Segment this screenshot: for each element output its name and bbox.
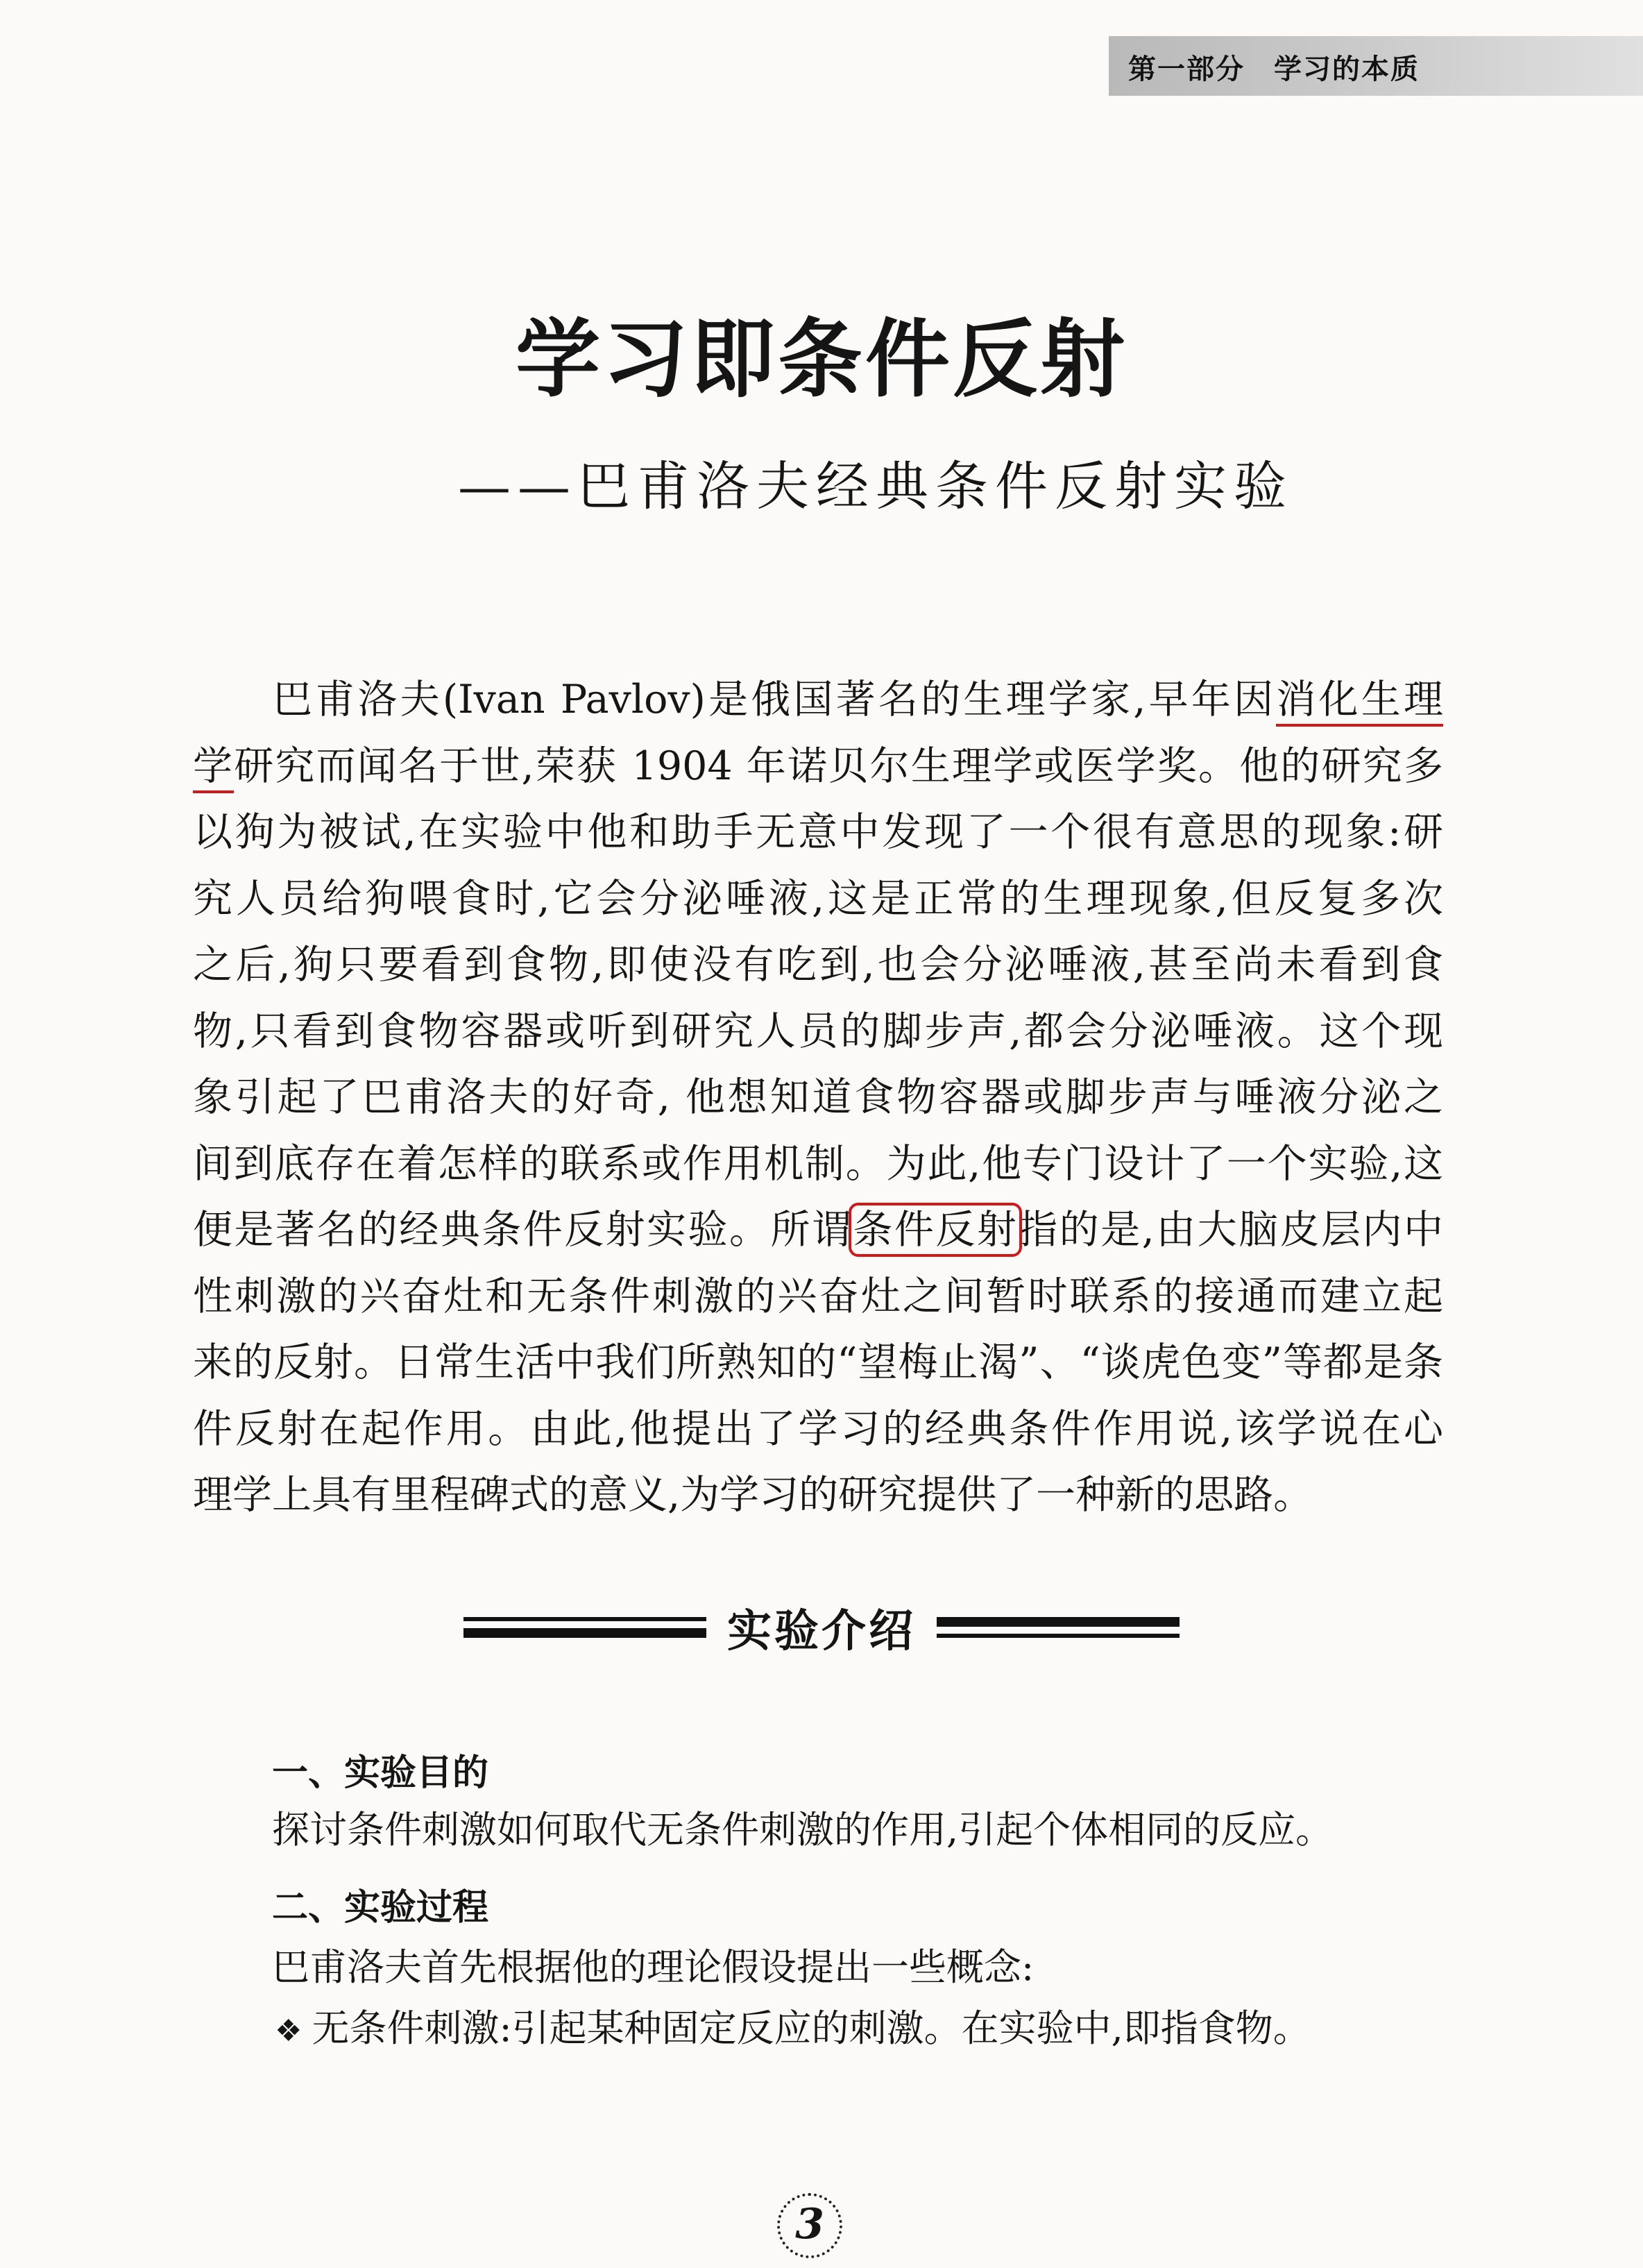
bullet-item: [275, 1999, 1311, 2052]
running-head-band: [1109, 36, 1643, 96]
paragraph-line: [193, 738, 1443, 805]
process-intro: 巴甫洛夫首先根据他的理论假设提出一些概念:: [272, 1945, 1035, 1989]
page-number: 3: [777, 2193, 842, 2258]
section-header: [0, 1596, 1643, 1659]
paragraph-line: 象引起了巴甫洛夫的好奇, 他想知道食物容器或脚步声与唾液分泌之: [193, 1074, 1443, 1120]
paragraph-line: 理学上具有里程碑式的意义,为学习的研究提供了一种新的思路。: [193, 1472, 1313, 1518]
paragraph-line: 性刺激的兴奋灶和无条件刺激的兴奋灶之间暂时联系的接通而建立起: [193, 1273, 1443, 1319]
purpose-text: 探讨条件刺激如何取代无条件刺激的作用,引起个体相同的反应。: [272, 1808, 1334, 1852]
diamond-bullet-icon: ❖: [275, 2013, 303, 2049]
process-heading: 二、实验过程: [272, 1887, 489, 1929]
paragraph-line: 件反射在起作用。由此,他提出了学习的经典条件作用说,该学说在心: [193, 1405, 1443, 1452]
page-subtitle: ——巴甫洛夫经典条件反射实验: [458, 455, 1293, 517]
text: 便是著名的经典条件反射实验。所谓: [193, 1207, 853, 1253]
intro-paragraph: [193, 672, 1443, 1534]
red-underline-annotation: 消化生理: [1276, 677, 1443, 727]
red-underline-annotation: 学: [193, 743, 234, 793]
page-title: 学习即条件反射: [516, 309, 1127, 409]
decorative-rule-left: [463, 1617, 706, 1638]
paragraph-line: [193, 672, 1443, 738]
text: 研究而闻名于世,荣获 1904 年诺贝尔生理学或医学奖。他的研究多: [234, 743, 1444, 789]
red-box-annotation: 条件反射: [853, 1207, 1019, 1253]
decorative-rule-right: [937, 1617, 1180, 1638]
paragraph-line: 物,只看到食物容器或听到研究人员的脚步声,都会分泌唾液。这个现: [193, 1008, 1443, 1054]
paragraph-line: [193, 1202, 1443, 1269]
purpose-heading: 一、实验目的: [272, 1752, 489, 1794]
text: 指的是,由大脑皮层内中: [1018, 1207, 1444, 1253]
paragraph-line: 间到底存在着怎样的联系或作用机制。为此,他专门设计了一个实验,这: [193, 1140, 1443, 1187]
paragraph-line: 之后,狗只要看到食物,即使没有吃到,也会分泌唾液,甚至尚未看到食: [193, 942, 1443, 988]
running-head: 第一部分 学习的本质: [1128, 53, 1420, 85]
bullet-text: 无条件刺激:引起某种固定反应的刺激。在实验中,即指食物。: [312, 2006, 1311, 2050]
paragraph-line: 究人员给狗喂食时,它会分泌唾液,这是正常的生理现象,但反复多次: [193, 875, 1443, 922]
section-title: 实验介绍: [727, 1606, 916, 1657]
paragraph-line: 以狗为被试,在实验中他和助手无意中发现了一个很有意思的现象:研: [193, 809, 1443, 855]
paragraph-line: 来的反射。日常生活中我们所熟知的“望梅止渴”、“谈虎色变”等都是条: [193, 1339, 1443, 1385]
text: 巴甫洛夫(Ivan Pavlov)是俄国著名的生理学家,早年因: [273, 677, 1277, 722]
